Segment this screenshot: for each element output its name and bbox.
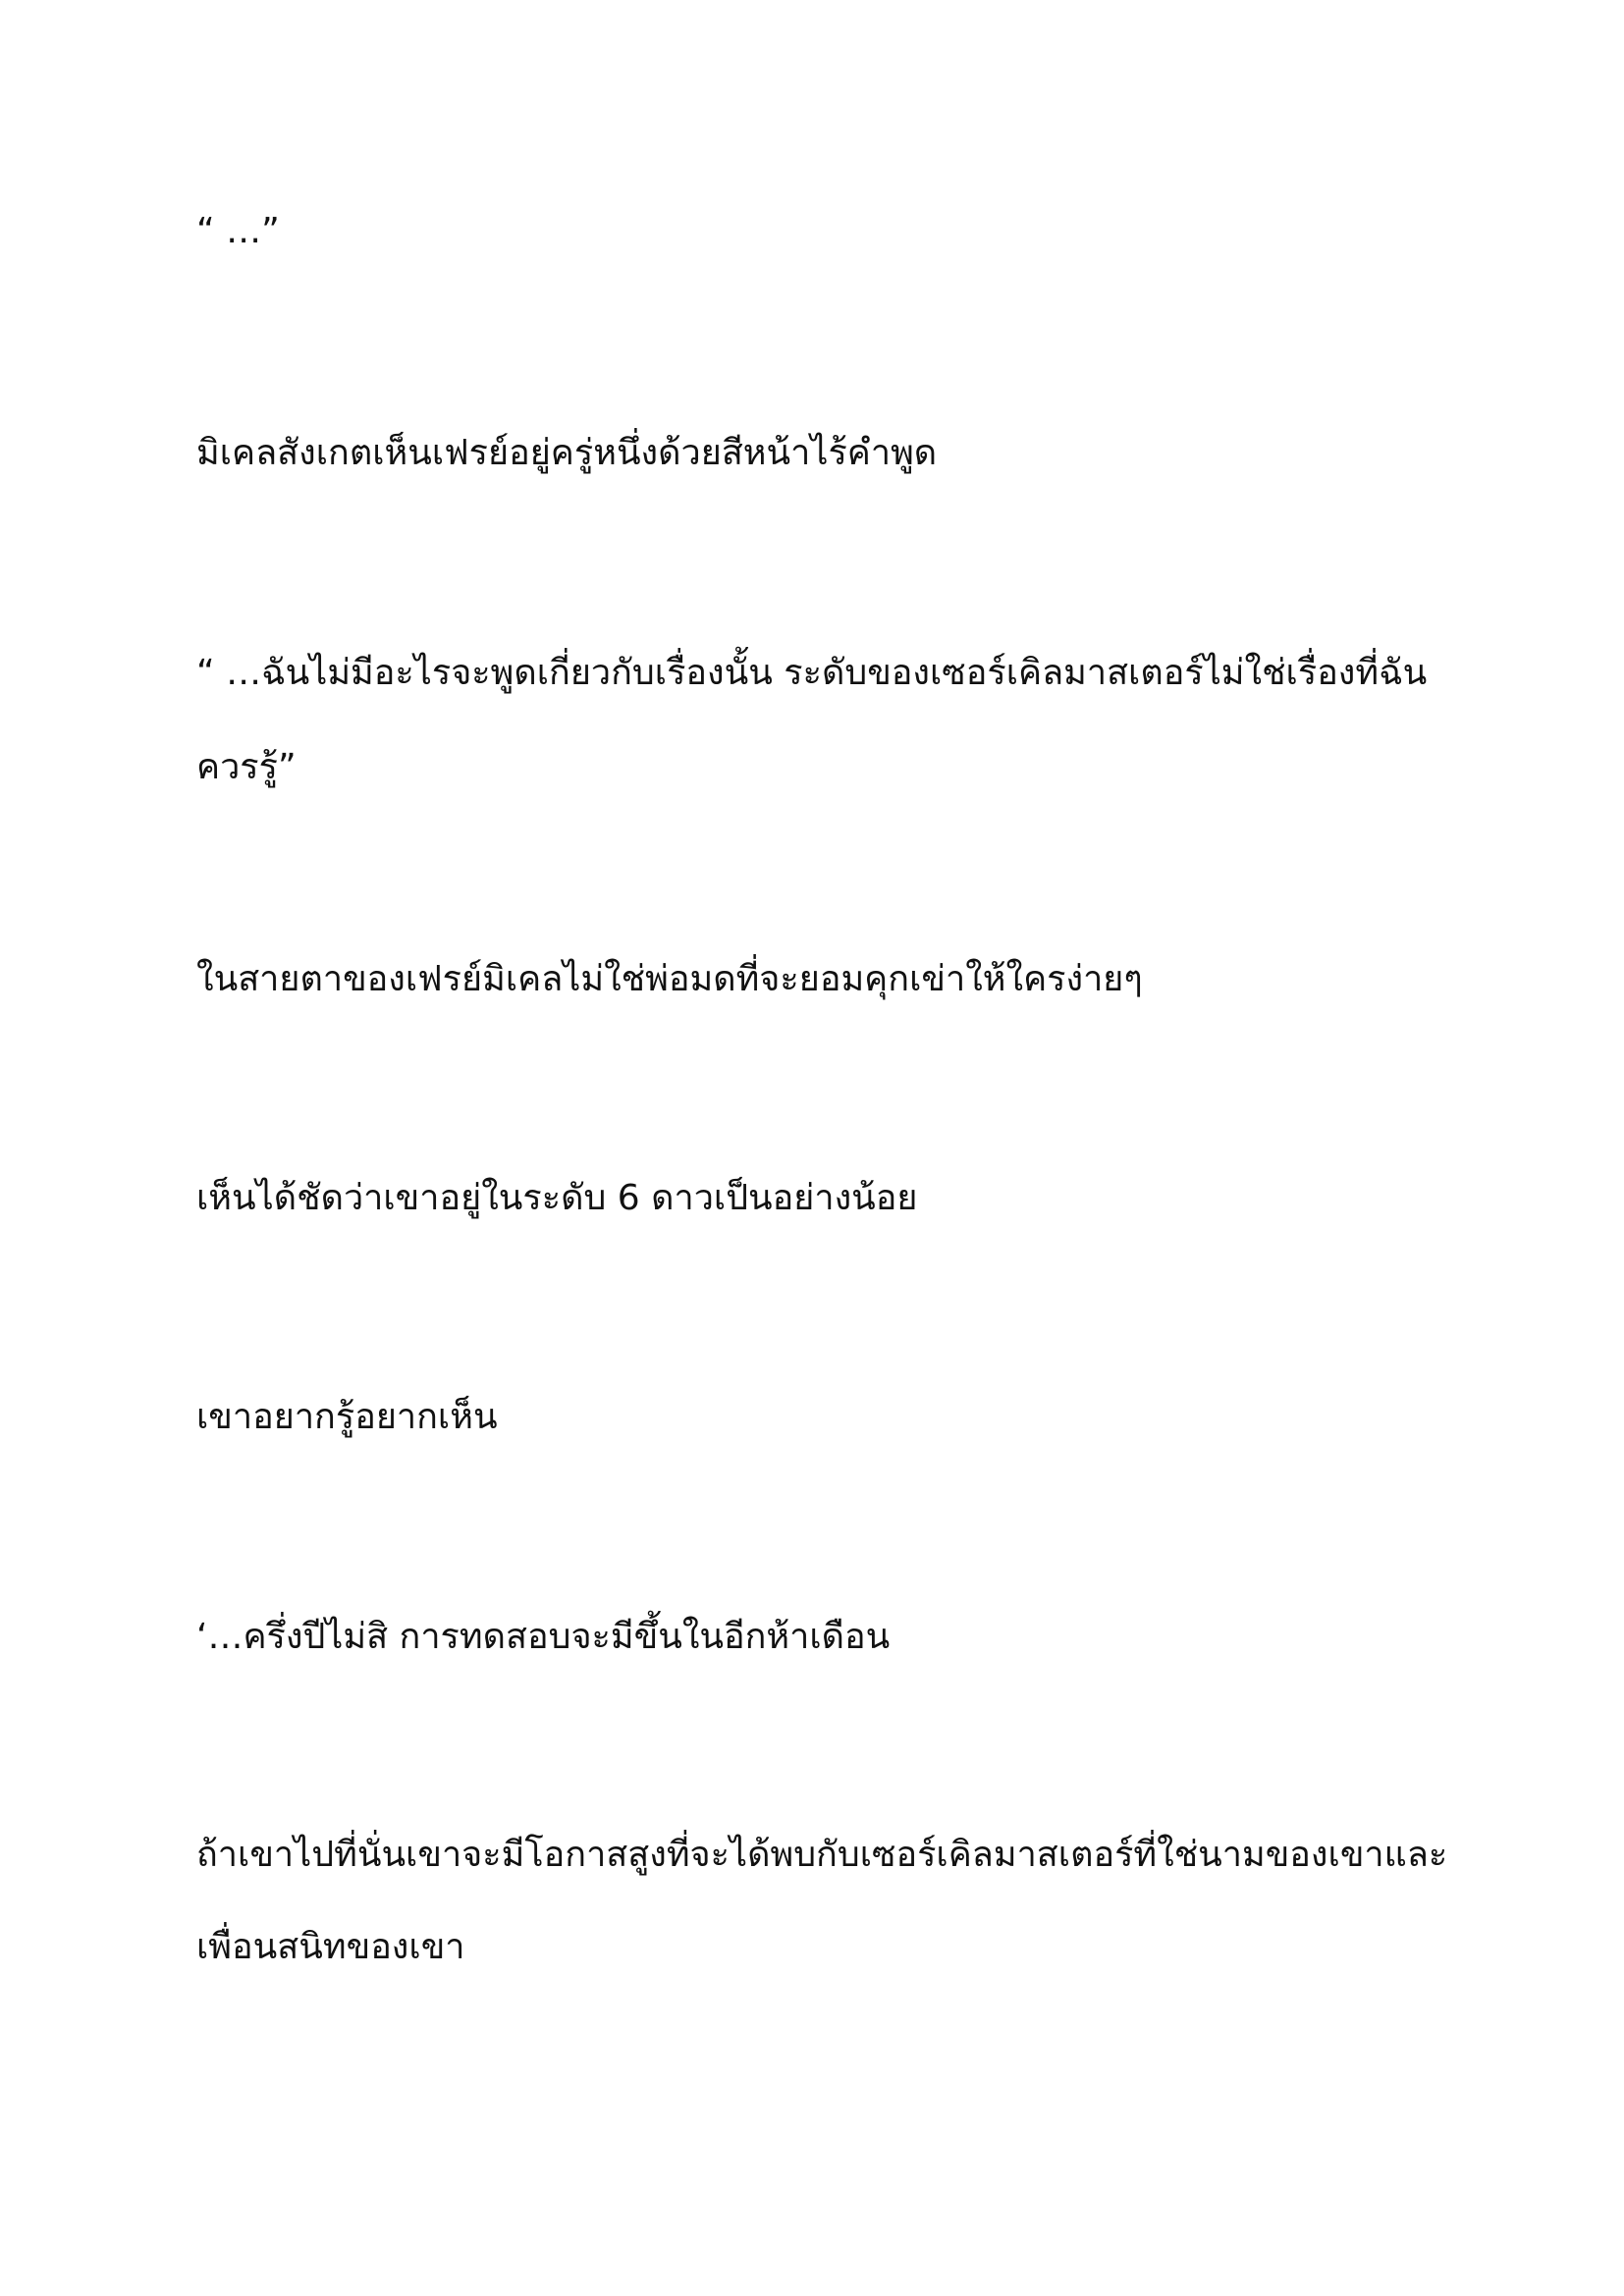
narration-paragraph-line: เพื่อนสนิทของเขา [196,1927,465,1967]
narration-paragraph: มิเคลสังเกตเห็นเฟรย์อยู่ครู่หนึ่งด้วยสีหน้าไร้คำพูด [196,433,938,473]
thought-paragraph: ‘…ครึ่งปีไม่สิ การทดสอบจะมีขึ้นในอีกห้าเดือน [196,1617,891,1657]
narration-paragraph: เขาอยากรู้อยากเห็น [196,1397,498,1437]
dialogue-paragraph-line: ควรรู้” [196,747,297,787]
dialogue-paragraph-line: “ …ฉันไม่มีอะไรจะพูดเกี่ยวกับเรื่องนั้น ระดับของเซอร์เคิลมาสเตอร์ไม่ใช่เรื่องที่ฉัน [196,653,1428,693]
dialogue-ellipsis: “ …” [196,211,280,251]
narration-paragraph-line: ถ้าเขาไปที่นั่นเขาจะมีโอกาสสูงที่จะได้พบกับเซอร์เคิลมาสเตอร์ที่ใช่นามของเขาและ [196,1835,1448,1875]
narration-paragraph: เห็นได้ชัดว่าเขาอยู่ในระดับ 6 ดาวเป็นอย่างน้อย [196,1178,918,1218]
narration-paragraph: ในสายตาของเฟรย์มิเคลไม่ใช่พ่อมดที่จะยอมคุกเข่าให้ใครง่ายๆ [196,959,1143,999]
